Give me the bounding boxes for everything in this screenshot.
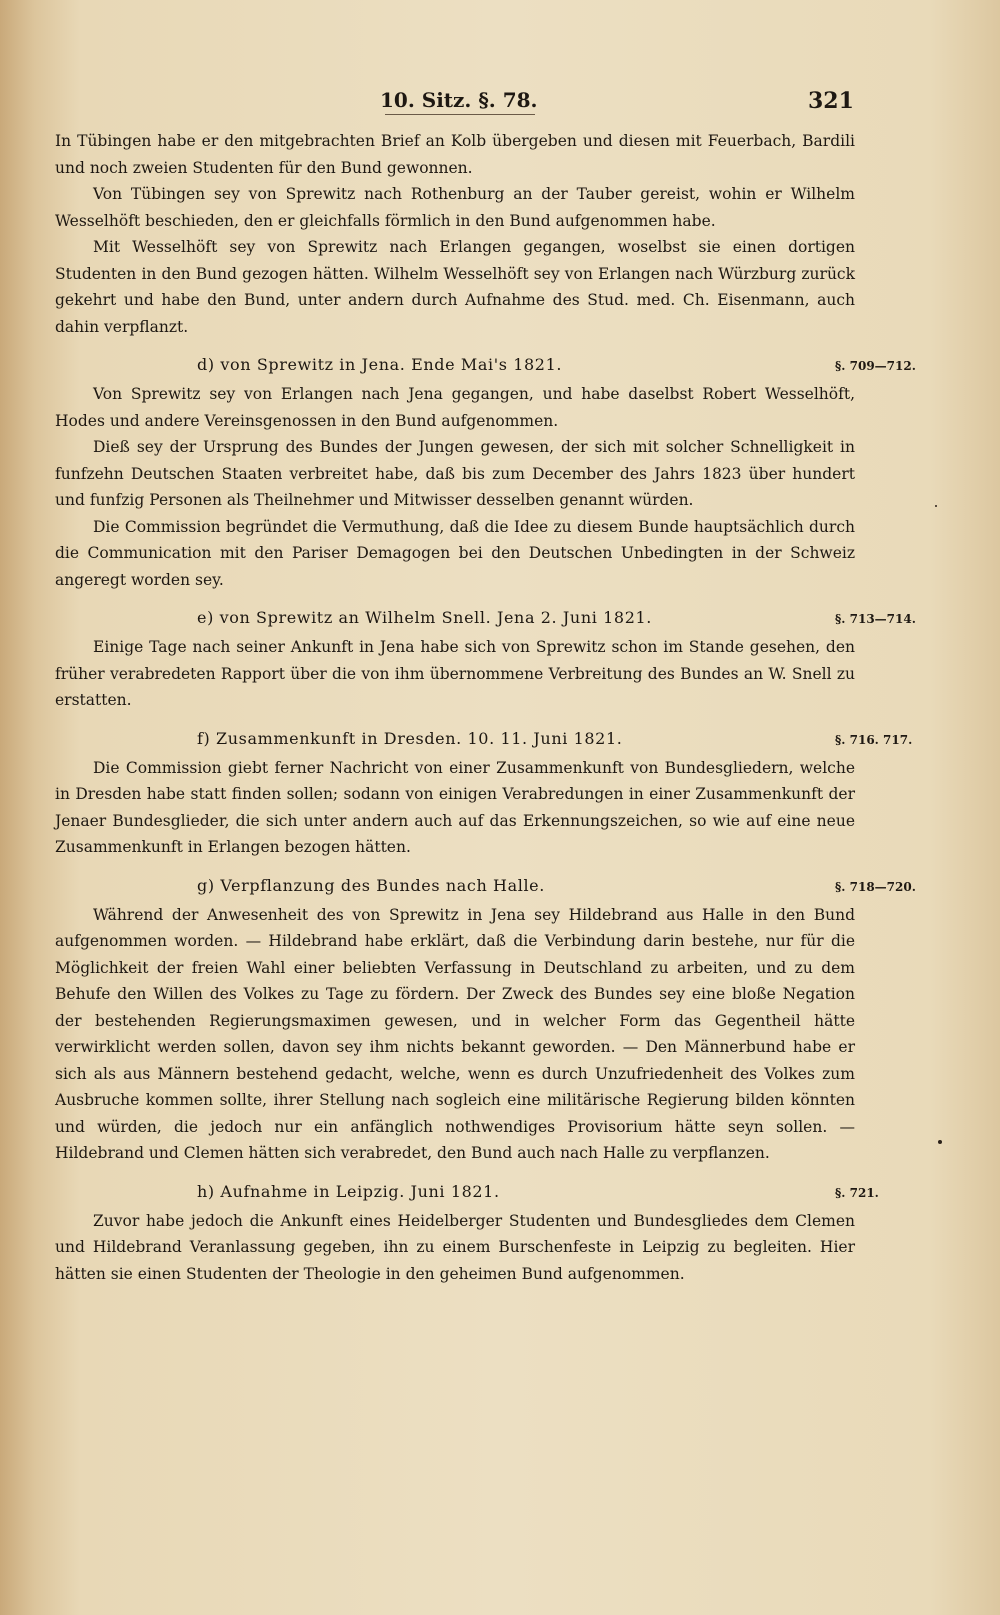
paragraph: Während der Anwesenheit des von Sprewitz in Jena sey Hildebrand aus Halle in den Bund aufgenommen worden. — Hildebrand habe erklärt, daß die Verbindung darin bestehe, nur für die Möglichkeit der freien Wahl einer beliebten Verfassung in Deutschland zu arbeiten, und zu dem Behufe den Willen des Volkes zu Tage zu fördern. Der Zweck des Bundes sey eine bloße Negation der bestehenden Regierungsmaximen gewesen, und in welcher Form das Gegentheil hätte verwirklicht werden sollen, davon sey ihm nichts bekannt geworden. — Den Männerbund habe er sich als aus Männern bestehend gedacht, welche, wenn es durch Unzufriedenheit des Volkes zum Ausbruche kommen sollte, ihrer Stellung nach sogleich eine militärische Regierung bilden könnten und würden, die jedoch nur ein anfänglich nothwendiges Provisorium hätte seyn sollen. — Hildebrand und Clemen hätten sich verabredet, den Bund auch nach Halle zu verpflanzen. (55, 905, 855, 1162)
paragraph: In Tübingen habe er den mitgebrachten Brief an Kolb übergeben und diesen mit Feuerbach, Bardili und noch zweien Studenten für den Bund gewonnen. (55, 132, 855, 177)
paragraph: Zuvor habe jedoch die Ankunft eines Heidelberger Studenten und Bundesgliedes dem Clemen und Hildebrand Veranlassung gegeben, ihn zu einem Burschenfeste in Leipzig zu begleiten. Hier hätten sie einen Studenten der Theologie in den geheimen Bund aufgenommen. (55, 1211, 855, 1283)
section-heading (55, 873, 916, 900)
section-margin-ref: §. 716. 717. (835, 732, 913, 747)
ink-speck (935, 505, 937, 507)
paragraph: Einige Tage nach seiner Ankunft in Jena habe sich von Sprewitz schon im Stande gesehen, den früher verabredeten Rapport über die von ihm übernommene Verbreitung des Bundes an W. Snell zu erstatten. (55, 638, 855, 709)
section-heading (55, 726, 913, 753)
section-title: d) von Sprewitz in Jena. Ende Mai's 1821. (197, 355, 563, 374)
paragraph: Dieß sey der Ursprung des Bundes der Jungen gewesen, der sich mit solcher Schnelligkeit in funfzehn Deutschen Staaten verbreitet habe, daß bis zum December des Jahrs 1823 über hundert und funfzig Personen als Theilnehmer und Mitwisser desselben genannt würden. (55, 438, 855, 509)
paragraph: Mit Wesselhöft sey von Sprewitz nach Erlangen gegangen, woselbst sie einen dortigen Studenten in den Bund gezogen hätten. Wilhelm Wesselhöft sey von Erlangen nach Würzburg zurück gekehrt und habe den Bund, unter andern durch Aufnahme des Stud. med. Ch. Eisenmann, auch dahin verpflanzt. (55, 238, 855, 336)
page-number: 321 (808, 88, 854, 114)
section-margin-ref: §. 713—714. (835, 612, 916, 626)
paragraph: Von Sprewitz sey von Erlangen nach Jena gegangen, und habe daselbst Robert Wesselhöft, Hodes und andere Vereinsgenossen in den Bund aufgenommen. (55, 385, 855, 430)
header-rule (385, 114, 535, 115)
section-heading (55, 605, 916, 632)
section-margin-ref: §. 709—712. (835, 359, 916, 373)
section-title: f) Zusammenkunft in Dresden. 10. 11. Juni 1821. (197, 728, 623, 748)
section-margin-ref: §. 721. (835, 1185, 879, 1200)
section-title: h) Aufnahme in Leipzig. Juni 1821. (197, 1181, 500, 1201)
paragraph: Die Commission giebt ferner Nachricht von einer Zusammenkunft von Bundesgliedern, welche in Dresden habe statt finden sollen; sodann von einigen Verabredungen in einer Zusammenkunft der Jenaer Bundesglieder, die sich unter andern auch auf das Erkennungszeichen, so wie auf eine neue Zusammenkunft in Erlangen bezogen hätten. (55, 758, 855, 856)
running-header (0, 88, 1000, 118)
section-heading (55, 1179, 879, 1206)
paragraph: Die Commission begründet die Vermuthung, daß die Idee zu diesem Bunde hauptsächlich durch die Communication mit den Pariser Demagogen bei den Deutschen Unbedingten in der Schweiz angeregt worden sey. (55, 517, 855, 589)
header-section-ref: 10. Sitz. §. 78. (380, 88, 538, 112)
ink-speck (938, 1140, 942, 1144)
paragraph: Von Tübingen sey von Sprewitz nach Rothenburg an der Tauber gereist, wohin er Wilhelm Wesselhöft beschieden, den er gleichfalls förmlich in den Bund aufgenommen habe. (55, 185, 855, 230)
section-margin-ref: §. 718—720. (835, 879, 916, 894)
page-body (55, 128, 916, 1287)
section-heading (55, 352, 916, 379)
section-title: e) von Sprewitz an Wilhelm Snell. Jena 2. Juni 1821. (197, 608, 652, 627)
section-title: g) Verpflanzung des Bundes nach Halle. (197, 875, 545, 895)
